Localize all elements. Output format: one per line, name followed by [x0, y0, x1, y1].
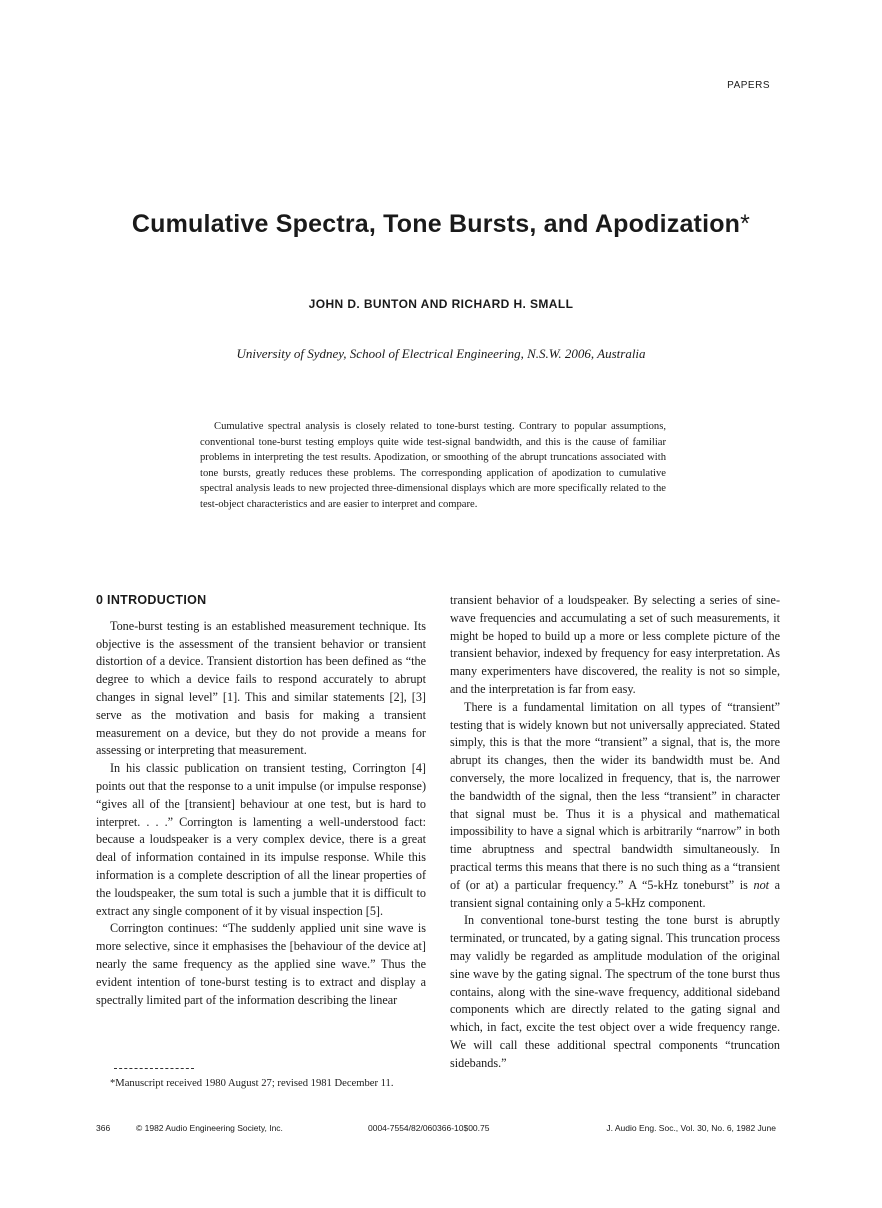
page-footer	[96, 1123, 776, 1137]
page-number: 366	[96, 1123, 111, 1133]
footnote: *Manuscript received 1980 August 27; revised 1981 December 11.	[110, 1078, 394, 1089]
paragraph: In his classic publication on transient testing, Corrington [4] points out that the response to a unit impulse (or impulse response) “gives all of the [transient] behaviour at one test, but is hard to interpret. . . .” Corrington is lamenting a well-understood fact: because a loudspeaker is a very complex device, there is a great deal of information contained in its impulse response. While this information is a complete description of all the linear properties of the loudspeaker, the sum total is such a jumble that it is difficult to extract any single component of it by visual inspection [5].	[96, 761, 426, 918]
paper-title	[40, 210, 842, 239]
title-footnote-marker: *	[740, 210, 751, 238]
paragraph	[450, 699, 780, 913]
section-title: INTRODUCTION	[107, 593, 207, 607]
paragraph-continuation: transient behavior of a loudspeaker. By selecting a series of sine-wave frequencies and accumulating a set of such measurements, it might be hoped to build up a more or less complete picture of the transient behavior, indexed by frequency for easy interpretation. As many experimenters have discovered, the reality is not so simple, and the interpretation is far from easy.	[450, 593, 780, 696]
copyright: © 1982 Audio Engineering Society, Inc.	[136, 1123, 283, 1133]
authors: JOHN D. BUNTON AND RICHARD H. SMALL	[308, 297, 574, 311]
abstract: Cumulative spectral analysis is closely related to tone-burst testing. Contrary to popular assumptions, conventional tone-burst testing employs quite wide test-signal bandwidth, and this is the cause of familiar problems in interpreting the test results. Apodization, or smoothing of the abrupt truncations associated with tone bursts, greatly reduces these problems. The corresponding application of apodization to cumulative spectral analysis leads to new projected three-dimensional displays which are more specifically related to the test-object characteristics and are easier to interpret and compare.	[200, 421, 666, 510]
paragraph-text: a transient signal containing only a 5-kHz component.	[450, 877, 781, 910]
section-tag: PAPERS	[727, 80, 770, 91]
section-number: 0	[96, 593, 104, 607]
paragraph: Corrington continues: “The suddenly applied unit sine wave is more selective, since it emphasises the [behaviour of the device at] nearly the same frequency as the applied sine wave.” Thus the evident intention of tone-burst testing is to extract and display a spectrally limited part of the information describing the linear	[96, 921, 426, 1007]
paragraph: In conventional tone-burst testing the tone burst is abruptly terminated, or truncated, by a gating signal. This truncation process may validly be regarded as amplitude modulation of the original sine wave by the gating signal. The spectrum of the tone burst thus contains, along with the sine-wave frequency, additional sideband components which are directly related to the gating signal and which, in fact, excite the test object over a wide frequency range. We will call these additional spectral components “truncation sidebands.”	[450, 913, 780, 1070]
journal-citation: J. Audio Eng. Soc., Vol. 30, No. 6, 1982 June	[606, 1123, 776, 1133]
footnote-divider	[114, 1068, 194, 1069]
paragraph: Tone-burst testing is an established measurement technique. Its objective is the assessment of the transient behavior or transient distortion of a device. Transient distortion has been defined as “the degree to which a device fails to respond accurately to abrupt changes in signal level” [1]. This and similar statements [2], [3] serve as the motivation and basis for making a transient measurement on a device, but they do not provide a means for assessing or interpreting that measurement.	[96, 618, 426, 758]
title-text: Cumulative Spectra, Tone Bursts, and Apodization	[131, 210, 741, 238]
left-column	[96, 592, 426, 1009]
affiliation: University of Sydney, School of Electrical Engineering, N.S.W. 2006, Australia	[236, 346, 646, 361]
section-heading	[96, 592, 426, 610]
right-column	[450, 592, 780, 1073]
emphasis: not	[753, 877, 770, 892]
paragraph-text: There is a fundamental limitation on all types of “transient” testing that is widely known but not universally appreciated. Stated simply, this is that the more “transient” a signal, that is, the more abrupt its changes, then the wider its bandwidth must be. And conversely, the more localized in frequency, that is, the narrower the bandwidth of the signal, then the less “transient” in character that signal must be. Thus it is a physical and mathematical impossibility to have a signal which is arbitrarily “narrow” in both time abruptness and spectral bandwidth simultaneously. In practical terms this means that there is no such thing as a “transient of (or at) a particular frequency.” A “5-kHz toneburst” is	[450, 699, 780, 892]
article-code: 0004-7554/82/060366-10$00.75	[368, 1123, 490, 1133]
